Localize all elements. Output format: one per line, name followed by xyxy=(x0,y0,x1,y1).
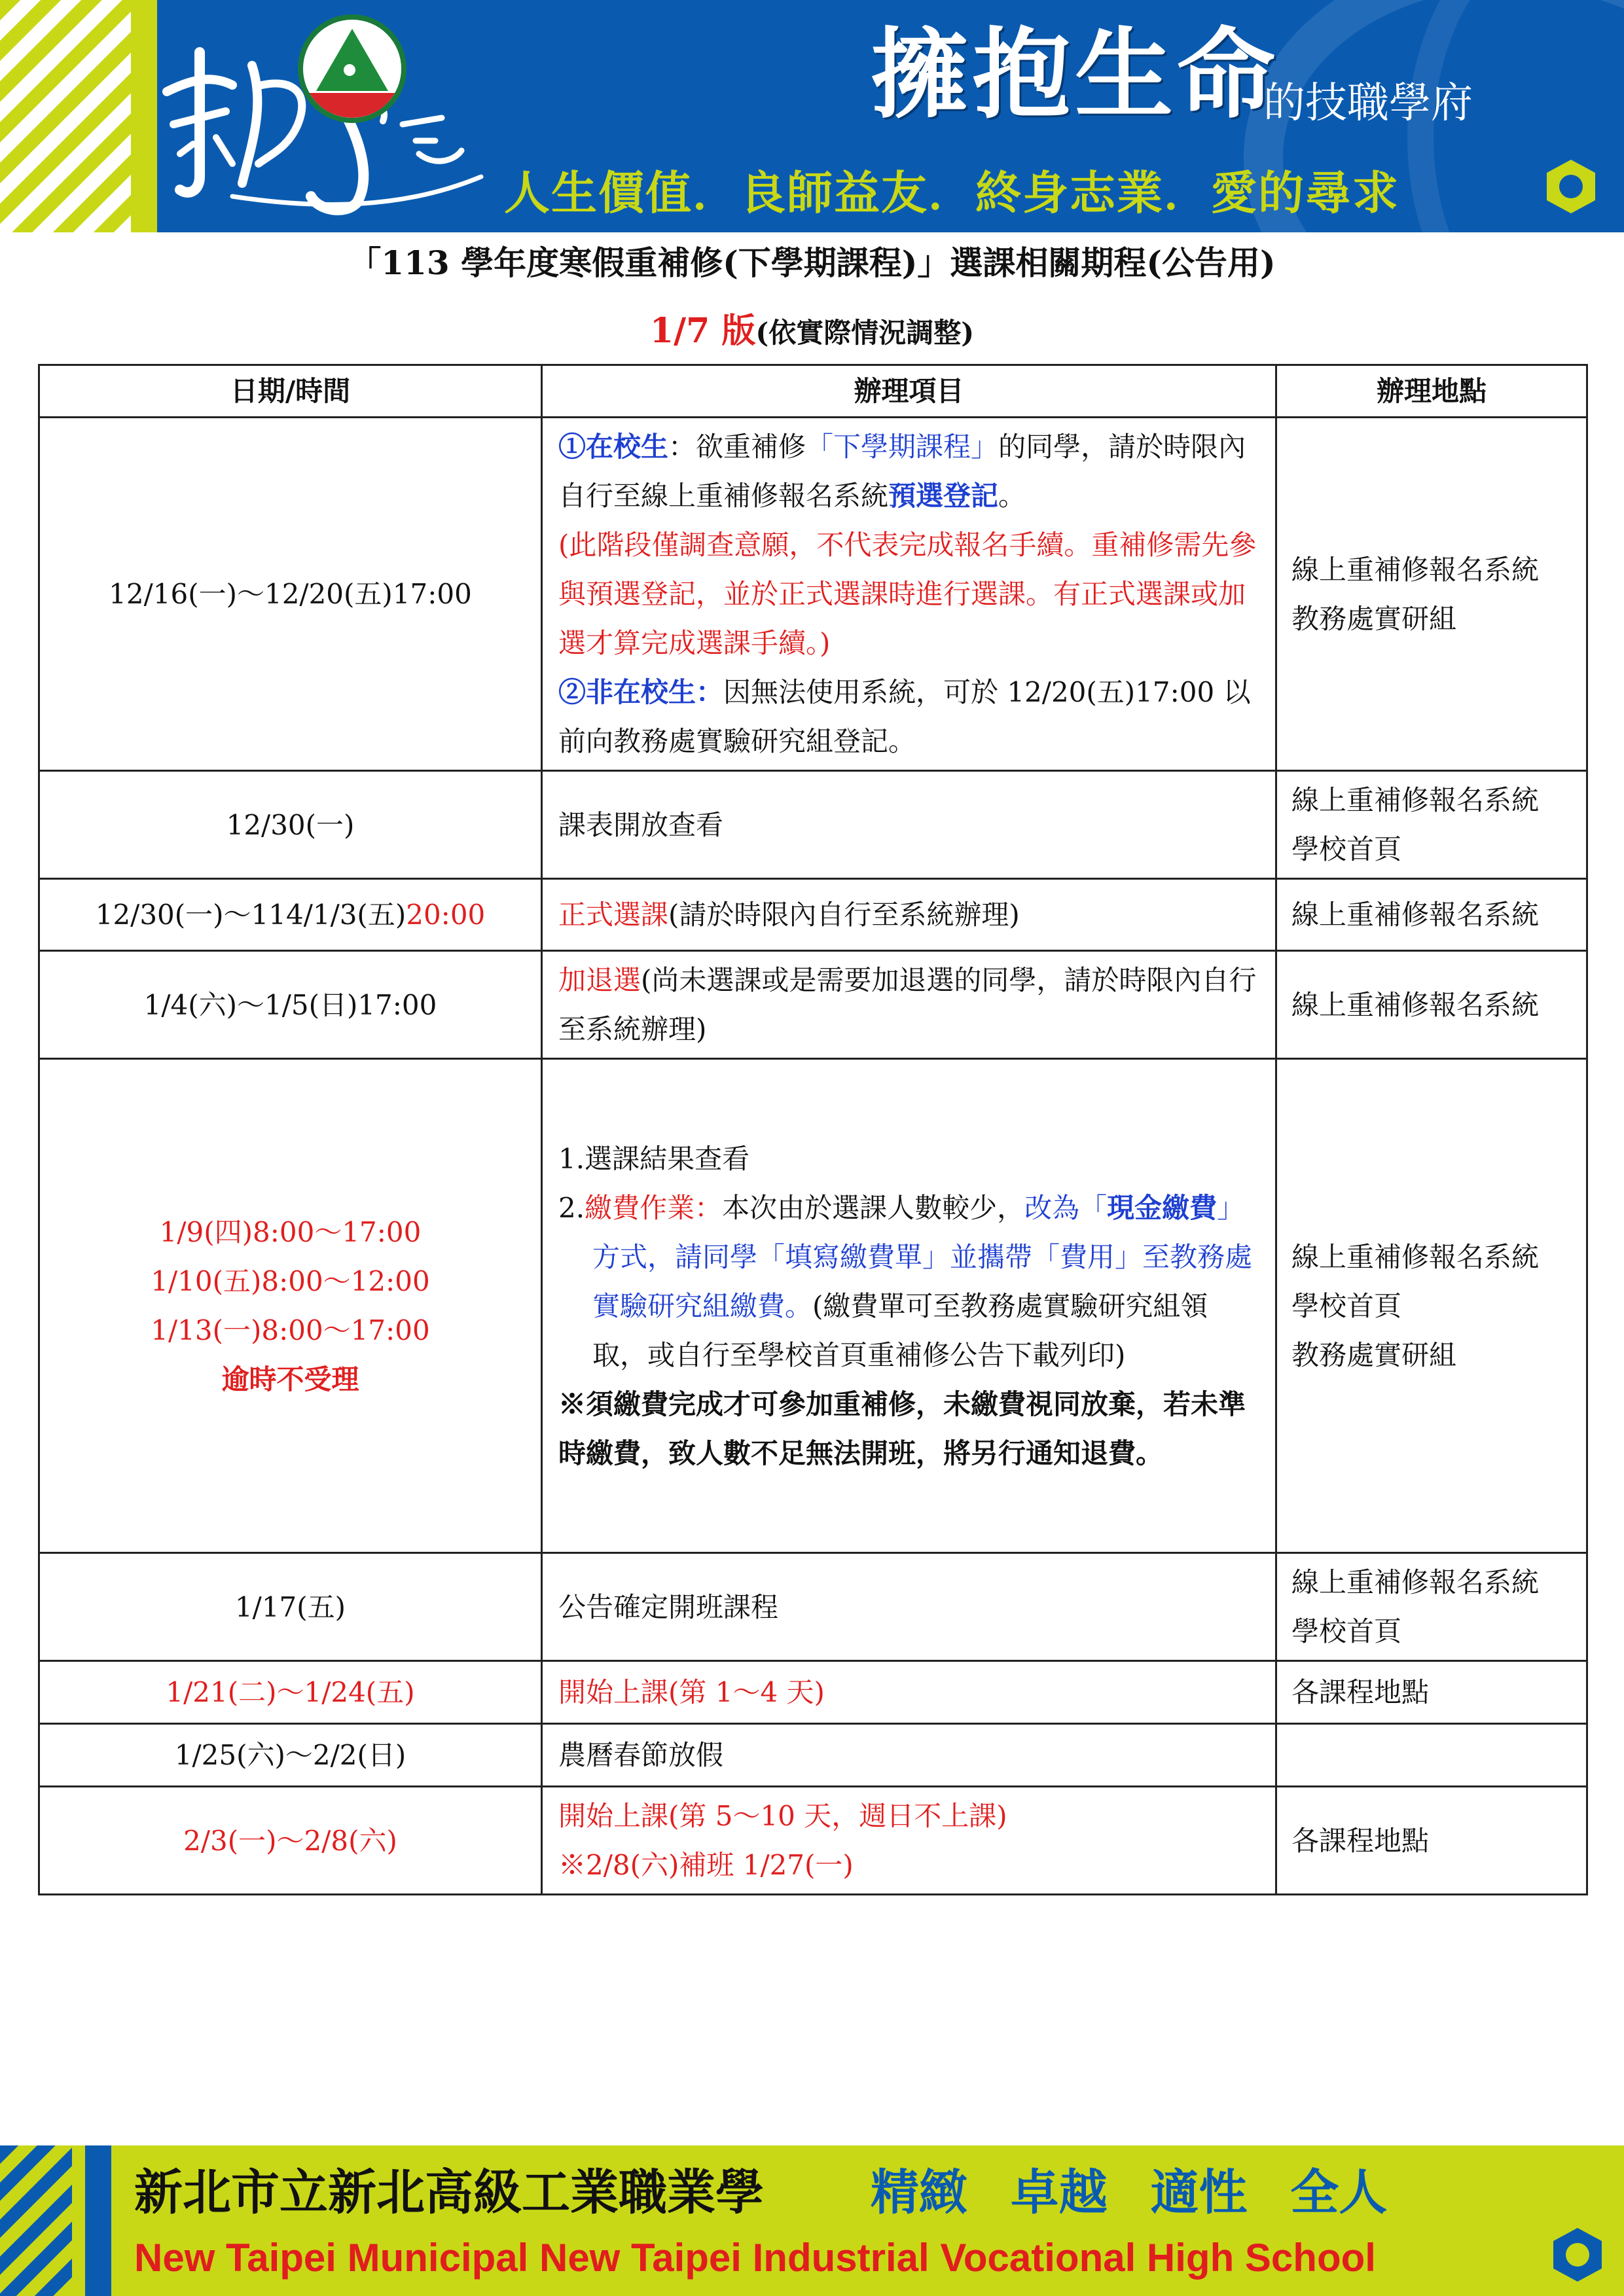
location-cell xyxy=(1276,1724,1587,1787)
schedule-table xyxy=(38,364,1588,1895)
text: 欲重補修 xyxy=(696,431,806,463)
item-cell: 開始上課(第 1～4 天) xyxy=(542,1661,1276,1724)
slogan-sub: 的技職學府 xyxy=(1263,79,1473,128)
text: 。 xyxy=(998,480,1026,512)
item-highlight: 加退選 xyxy=(558,964,641,996)
date-cell: 12/30(一) xyxy=(39,771,542,879)
column-header-location: 辦理地點 xyxy=(1276,365,1587,418)
header-banner xyxy=(0,0,1624,232)
location-cell xyxy=(1276,1553,1587,1661)
date-cell: 1/4(六)～1/5(日)17:00 xyxy=(39,951,542,1059)
label-in-school: ①在校生 xyxy=(558,431,669,463)
table-row xyxy=(39,879,1587,951)
item-cell xyxy=(542,1787,1276,1895)
location-item: 線上重補修報名系統 xyxy=(1291,553,1540,586)
table-row xyxy=(39,1724,1587,1787)
column-header-item: 辦理項目 xyxy=(542,365,1276,418)
text: 的同學，請於時限內自行至線上重補修報名系統 xyxy=(558,431,1246,512)
table-row xyxy=(39,771,1587,879)
footer-stripes xyxy=(0,2145,72,2296)
table-row xyxy=(39,1059,1587,1553)
text: (請於時限內自行至系統辦理) xyxy=(668,899,1020,931)
text: (繳費單可至教務處實驗研究組領取，或自行至學校首頁重補修公告下載列印) xyxy=(592,1289,1208,1371)
location-cell: 線上重補修報名系統 xyxy=(1276,879,1587,951)
location-cell xyxy=(1276,1059,1587,1553)
payment-warning: ※須繳費完成才可參加重補修，未繳費視同放棄，若未準時繳費，致人數不足無法開班，將另行通知退費。 xyxy=(558,1388,1246,1469)
item-cell xyxy=(542,1059,1276,1553)
date-cell: 1/21(二)～1/24(五) xyxy=(39,1661,542,1724)
deadline-notice: 逾時不受理 xyxy=(221,1363,359,1395)
hexagon-icon xyxy=(1548,2225,1607,2284)
banner-accent-bar xyxy=(131,0,157,232)
text: 」方式，請同學「填寫繳費單」並攜帶「費用」至教務處實驗研究組繳費。 xyxy=(592,1191,1253,1322)
column-header-date: 日期/時間 xyxy=(39,365,542,418)
date-cell xyxy=(39,879,542,951)
text: 因無法使用系統，可於 12/20(五)17:00 以前向教務處實驗研究組登記。 xyxy=(558,676,1251,757)
text: 改為「 xyxy=(1024,1191,1108,1224)
date-cell: 12/16(一)～12/20(五)17:00 xyxy=(39,418,542,771)
location-item: 學校首頁 xyxy=(1291,833,1402,865)
item-cell: 農曆春節放假 xyxy=(542,1724,1276,1787)
hexagon-icon xyxy=(1542,157,1600,216)
item-highlight: 正式選課 xyxy=(558,899,669,931)
course-quote: 「下學期課程」 xyxy=(806,431,999,463)
item-cell: 公告確定開班課程 xyxy=(542,1553,1276,1661)
footer-accent-bar xyxy=(85,2145,111,2296)
location-item: 學校首頁 xyxy=(1291,1615,1402,1647)
location-item: 線上重補修報名系統 xyxy=(1291,1566,1540,1598)
text: (尚未選課或是需要加退選的同學，請於時限內自行至系統辦理) xyxy=(558,964,1257,1045)
location-cell: 各課程地點 xyxy=(1276,1661,1587,1724)
item-cell: 課表開放查看 xyxy=(542,771,1276,879)
location-cell xyxy=(1276,418,1587,771)
table-row xyxy=(39,951,1587,1059)
version-note: (依實際情況調整) xyxy=(755,317,975,349)
table-header-row xyxy=(39,365,1587,418)
text: ： xyxy=(668,431,696,463)
footer-banner xyxy=(0,2145,1624,2296)
item-line: ※2/8(六)補班 1/27(一) xyxy=(558,1849,854,1881)
banner-stripes xyxy=(0,0,151,232)
slogan-main: 擁抱生命 xyxy=(871,18,1280,132)
notice-text: (此階段僅調查意願，不代表完成報名手續。重補修需先參與預選登記，並於正式選課時進行選課。有正式選課或加選才算完成選課手續。) xyxy=(558,529,1257,659)
date-line: 1/10(五)8:00～12:00 xyxy=(151,1265,430,1297)
deadline-time: 20:00 xyxy=(406,899,486,931)
location-item: 教務處實研組 xyxy=(1291,1338,1457,1371)
school-values: 人生價值．良師益友．終身志業．愛的尋求 xyxy=(504,166,1399,220)
version-label: 1/7 版 xyxy=(649,311,756,351)
payment-label: 繳費作業： xyxy=(585,1191,723,1224)
text: 本次由於選課人數較少， xyxy=(722,1191,1025,1224)
version-line xyxy=(0,305,1624,365)
location-item: 教務處實研組 xyxy=(1291,602,1457,635)
date-cell xyxy=(39,1059,542,1553)
date-line: 1/13(一)8:00～17:00 xyxy=(151,1314,430,1346)
date-line: 1/9(四)8:00～17:00 xyxy=(159,1216,422,1248)
location-item: 線上重補修報名系統 xyxy=(1291,784,1540,816)
item-line xyxy=(558,1183,1259,1380)
location-cell: 各課程地點 xyxy=(1276,1787,1587,1895)
date-cell: 1/25(六)～2/2(日) xyxy=(39,1724,542,1787)
location-item: 學校首頁 xyxy=(1291,1289,1402,1322)
item-cell xyxy=(542,951,1276,1059)
table-row xyxy=(39,418,1587,771)
item-line: 開始上課(第 5～10 天，週日不上課) xyxy=(558,1800,1007,1832)
item-cell xyxy=(542,418,1276,771)
item-line: 1.選課結果查看 xyxy=(558,1142,750,1175)
cash-payment: 現金繳費 xyxy=(1107,1191,1218,1224)
date-cell: 2/3(一)～2/8(六) xyxy=(39,1787,542,1895)
location-cell: 線上重補修報名系統 xyxy=(1276,951,1587,1059)
text: 2. xyxy=(558,1191,585,1224)
table-row xyxy=(39,1553,1587,1661)
location-cell xyxy=(1276,771,1587,879)
item-cell xyxy=(542,879,1276,951)
school-emblem-icon xyxy=(298,14,406,123)
date-cell: 1/17(五) xyxy=(39,1553,542,1661)
school-motto: 精緻 卓越 適性 全人 xyxy=(871,2164,1388,2221)
location-item: 線上重補修報名系統 xyxy=(1291,1240,1540,1273)
table-row xyxy=(39,1787,1587,1895)
text: 12/30(一)～114/1/3(五) xyxy=(95,899,406,931)
school-name-en: New Taipei Municipal New Taipei Industrial Vocational High School xyxy=(134,2236,1376,2280)
preselect-label: 預選登記 xyxy=(888,480,999,512)
label-not-in-school: ②非在校生： xyxy=(558,676,724,708)
school-name-zh: 新北市立新北高級工業職業學 xyxy=(134,2164,764,2221)
table-row xyxy=(39,1661,1587,1724)
page-title: 「113 學年度寒假重補修(下學期課程)」選課相關期程(公告用) xyxy=(348,243,1276,282)
